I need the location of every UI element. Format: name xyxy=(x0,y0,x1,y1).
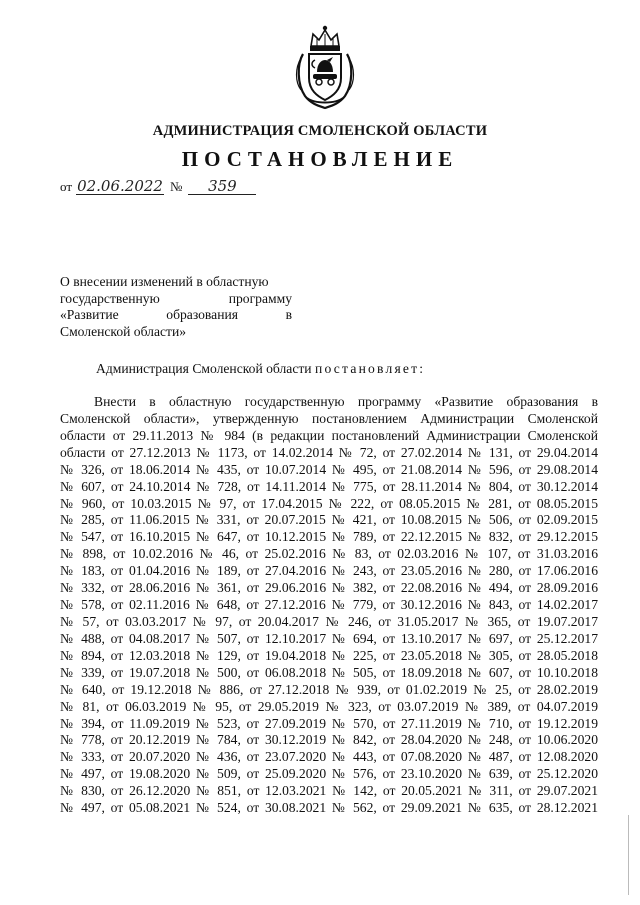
date-number-line xyxy=(60,178,256,195)
scan-margin-mark xyxy=(628,815,629,895)
body-line: № 333, от 20.07.2020 № 436, от 23.07.2020 № 443, от 07.08.2020 № 487, от 12.08.2020 xyxy=(60,749,598,765)
decree-verb: постановляет: xyxy=(314,361,426,376)
number-sign: № xyxy=(170,179,183,194)
body-line: № 81, от 06.03.2019 № 95, от 29.05.2019 № 323, от 03.07.2019 № 389, от 04.07.2019 xyxy=(60,698,598,714)
subject-line: государственную программу xyxy=(60,290,292,306)
body-line: № 332, от 28.06.2016 № 361, от 29.06.2016 № 382, от 22.08.2016 № 494, от 28.09.2016 xyxy=(60,580,598,596)
body-line: № 497, от 19.08.2020 № 509, от 25.09.2020 № 576, от 23.10.2020 № 639, от 25.12.2020 xyxy=(60,766,598,782)
decree-subject: Администрация Смоленской области xyxy=(96,361,312,376)
body-line: № 339, от 19.07.2018 № 500, от 06.08.2018 № 505, от 18.09.2018 № 607, от 10.10.2018 xyxy=(60,664,598,680)
smolensk-coat-of-arms-icon xyxy=(293,24,357,110)
body-line: № 578, от 02.11.2016 № 648, от 27.12.2016 № 779, от 30.12.2016 № 843, от 14.02.2017 xyxy=(60,597,598,613)
body-line: № 326, от 18.06.2014 № 435, от 10.07.2014 № 495, от 21.08.2014 № 596, от 29.08.2014 xyxy=(60,461,598,477)
body-line: Смоленской области», утвержденную постановлением Администрации Смоленской xyxy=(60,410,598,426)
body-line: области от 29.11.2013 № 984 (в редакции постановлений Администрации Смоленской xyxy=(60,427,598,443)
body-line: № 607, от 24.10.2014 № 728, от 14.11.2014 № 775, от 28.11.2014 № 804, от 30.12.2014 xyxy=(60,478,598,494)
body-line: № 830, от 26.12.2020 № 851, от 12.03.2021 № 142, от 20.05.2021 № 311, от 29.07.2021 xyxy=(60,783,598,799)
document-body xyxy=(60,394,598,817)
body-line: № 497, от 05.08.2021 № 524, от 30.08.2021 № 562, от 29.09.2021 № 635, от 28.12.2021 xyxy=(60,800,598,816)
subject-line: «Развитие образования в xyxy=(60,307,292,323)
body-line: № 778, от 20.12.2019 № 784, от 30.12.2019 № 842, от 28.04.2020 № 248, от 10.06.2020 xyxy=(60,732,598,748)
body-line: № 640, от 19.12.2018 № 886, от 27.12.2018 № 939, от 01.02.2019 № 25, от 28.02.2019 xyxy=(60,681,598,697)
subject-line: О внесении изменений в областную xyxy=(60,274,269,289)
body-line: области от 27.12.2013 № 1173, от 14.02.2014 № 72, от 27.02.2014 № 131, от 29.04.2014 xyxy=(60,444,598,460)
organization-name: АДМИНИСТРАЦИЯ СМОЛЕНСКОЙ ОБЛАСТИ xyxy=(152,123,488,139)
body-line: № 894, от 12.03.2018 № 129, от 19.04.2018 № 225, от 23.05.2018 № 305, от 28.05.2018 xyxy=(60,647,598,663)
date-value: 02.06.2022 xyxy=(77,177,163,195)
date-prefix: от xyxy=(60,179,73,194)
decree-statement xyxy=(96,361,425,377)
body-line: № 960, от 10.03.2015 № 97, от 17.04.2015 № 222, от 08.05.2015 № 281, от 08.05.2015 xyxy=(60,495,598,511)
document-type-title: ПОСТАНОВЛЕНИЕ xyxy=(181,147,459,171)
subject-line: Смоленской области» xyxy=(60,324,187,340)
number-value: 359 xyxy=(188,178,256,195)
body-line: № 547, от 16.10.2015 № 647, от 10.12.2015 № 789, от 22.12.2015 № 832, от 29.12.2015 xyxy=(60,529,598,545)
body-line: № 285, от 11.06.2015 № 331, от 20.07.2015 № 421, от 10.08.2015 № 506, от 02.09.2015 xyxy=(60,512,598,528)
body-line: № 488, от 04.08.2017 № 507, от 12.10.2017 № 694, от 13.10.2017 № 697, от 25.12.2017 xyxy=(60,630,598,646)
body-line: Внести в областную государственную программу «Развитие образования в xyxy=(94,394,598,409)
body-line: № 183, от 01.04.2016 № 189, от 27.04.2016 № 243, от 23.05.2016 № 280, от 17.06.2016 xyxy=(60,563,598,579)
body-line: № 57, от 03.03.2017 № 97, от 20.04.2017 № 246, от 31.05.2017 № 365, от 19.07.2017 xyxy=(60,613,598,629)
document-subject xyxy=(60,274,292,341)
body-line: № 898, от 10.02.2016 № 46, от 25.02.2016 № 83, от 02.03.2016 № 107, от 31.03.2016 xyxy=(60,546,598,562)
body-line: № 394, от 11.09.2019 № 523, от 27.09.2019 № 570, от 27.11.2019 № 710, от 19.12.2019 xyxy=(60,715,598,731)
